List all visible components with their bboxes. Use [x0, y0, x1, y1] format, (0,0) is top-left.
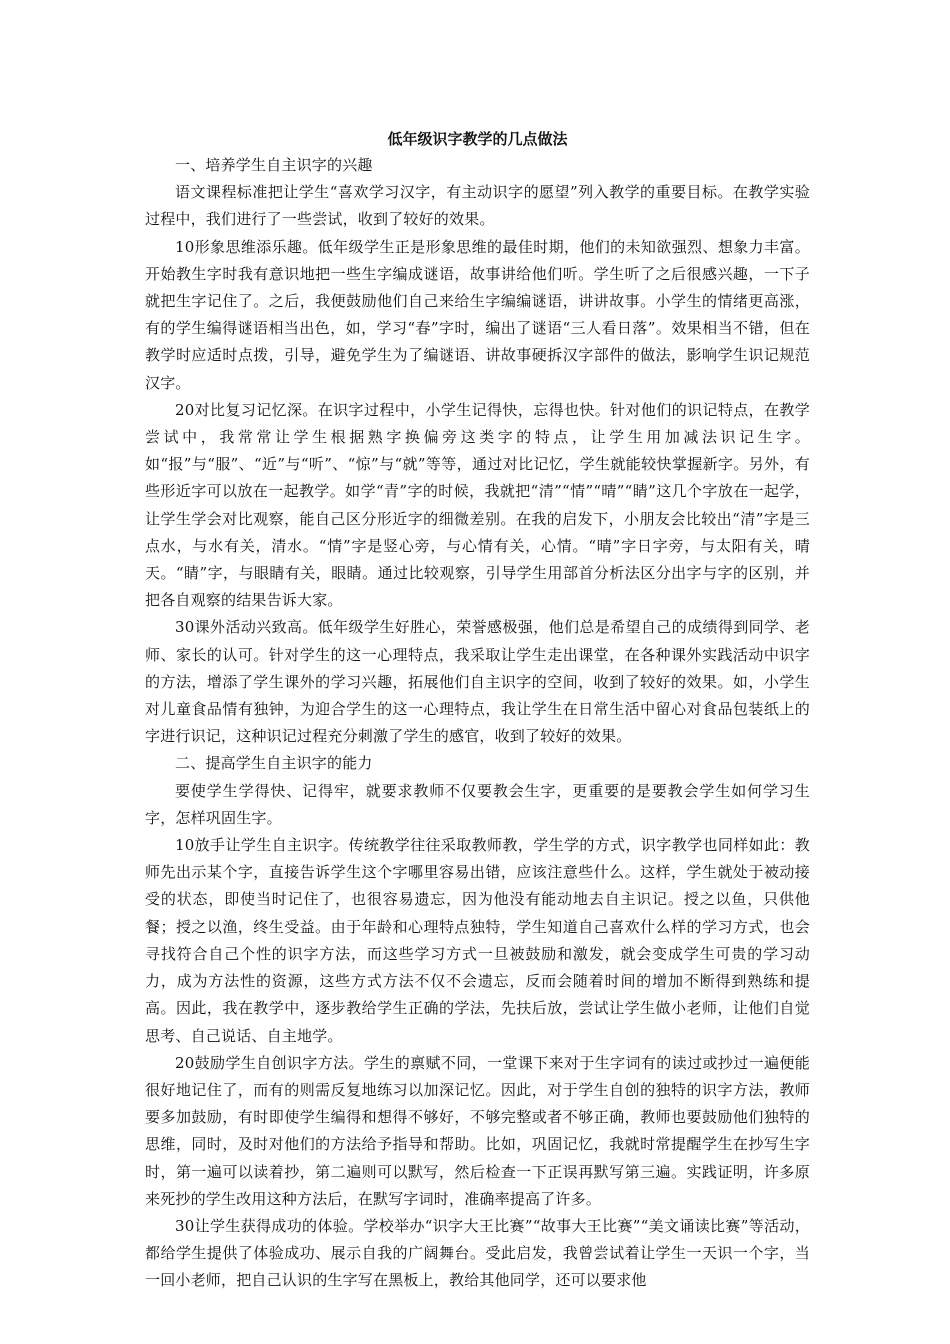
paragraph-1-3: 30课外活动兴致高。低年级学生好胜心，荣誉感极强，他们总是希望自己的成绩得到同学、老师、家长的认可。针对学生的这一心理特点，我采取让学生走出课堂，在各种课外实践活动中识字的方法，增添了学生课外的学习兴趣，拓展他们自主识字的空间，收到了较好的效果。如，小学生对儿童食品情有独钟，为迎合学生的这一心理特点，我让学生在日常生活中留心对食品包装纸上的字进行识记，这种识记过程充分刺激了学生的感官，收到了较好的效果。 — [145, 618, 810, 746]
paragraph-1-1: 10形象思维添乐趣。低年级学生正是形象思维的最佳时期，他们的未知欲强烈、想象力丰富。开始教生字时我有意识地把一些生字编成谜语，故事讲给他们听。学生听了之后很感兴趣，一下子就把生字记住了。之后，我便鼓励他们自己来给生字编编谜语，讲讲故事。小学生的情绪更高涨，有的学生编得谜语相当出色，如，学习“春”字时，编出了谜语“三人看日落”。效果相当不错，但在教学时应适时点拨，引导，避免学生为了编谜语、讲故事硬拆汉字部件的做法，影响学生识记规范汉字。 — [145, 237, 810, 392]
paragraph-2-1: 10放手让学生自主识字。传统教学往往采取教师教，学生学的方式，识字教学也同样如此：教师先出示某个字，直接告诉学生这个字哪里容易出错，应该注意些什么。这样，学生就处于被动接受的状态，即使当时记住了，也很容易遗忘，因为他没有能动地去自主识记。授之以鱼，只供他餐；授之以渔，终生受益。由于年龄和心理特点独特，学生知道自己喜欢什么样的学习方式，也会寻找符合自己个性的识字方法，而这些学习方式一旦被鼓励和激发，就会变成学生可贵的学习动力，成为方法性的资源，这些方式方法不仅不会遗忘，反而会随着时间的增加不断得到熟练和提高。因此，我在教学中，逐步教给学生正确的学法，先扶后放，尝试让学生做小老师，让他们自觉思考、自己说话、自主地学。 — [145, 836, 810, 1045]
paragraph-2-3: 30让学生获得成功的体验。学校举办“识字大王比赛”“故事大王比赛”“美文诵读比赛”等活动，都给学生提供了体验成功、展示自我的广阔舞台。受此启发，我曾尝试着让学生一天识一个字，当一回小老师，把自己认识的生字写在黑板上，教给其他同学，还可以要求他 — [145, 1216, 810, 1290]
section-heading-2: 二、提高学生自主识字的能力 — [175, 754, 373, 773]
paragraph-intro: 语文课程标准把让学生“喜欢学习汉字，有主动识字的愿望”列入教学的重要目标。在教学实验过程中，我们进行了一些尝试，收到了较好的效果。 — [145, 183, 810, 229]
paragraph-2-2: 20鼓励学生自创识字方法。学生的禀赋不同，一堂课下来对于生字词有的读过或抄过一遍便能很好地记住了，而有的则需反复地练习以加深记忆。因此，对于学生自创的独特的识字方法，教师要多加鼓励，有时即使学生编得和想得不够好，不够完整或者不够正确，教师也要鼓励他们独特的思维，同时，及时对他们的方法给予指导和帮助。比如，巩固记忆，我就时常提醒学生在抄写生字时，第一遍可以读着抄，第二遍则可以默写，然后检查一下正误再默写第三遍。实践证明，许多原来死抄的学生改用这种方法后，在默写字词时，准确率提高了许多。 — [145, 1053, 810, 1208]
section-heading-1: 一、培养学生自主识字的兴趣 — [175, 156, 373, 174]
paragraph-1-2: 20对比复习记忆深。在识字过程中，小学生记得快，忘得也快。针对他们的识记特点，在教学尝试中，我常常让学生根据熟字换偏旁这类字的特点，让学生用加减法识记生字。如“报”与“服”、“近”与“听”、“惊”与“就”等等，通过对比记忆，学生就能较快掌握新字。另外，有些形近字可以放在一起教学。如学“青”字的时候，我就把“清”“情”“晴”“睛”这几个字放在一起学，让学生学会对比观察，能自己区分形近字的细微差别。在我的启发下，小朋友会比较出“清”字是三点水，与水有关，清水。“情”字是竖心旁，与心情有关，心情。“晴”字日字旁，与太阳有关，晴天。“睛”字，与眼睛有关，眼睛。通过比较观察，引导学生用部首分析法区分出字与字的区别，并把各自观察的结果告诉大家。 — [145, 400, 810, 610]
document-page — [145, 128, 810, 1295]
document-title: 低年级识字教学的几点做法 — [387, 130, 568, 148]
paragraph-section2-intro: 要使学生学得快、记得牢，就要求教师不仅要教会生字，更重要的是要教会学生如何学习生字，怎样巩固生字。 — [145, 781, 810, 827]
